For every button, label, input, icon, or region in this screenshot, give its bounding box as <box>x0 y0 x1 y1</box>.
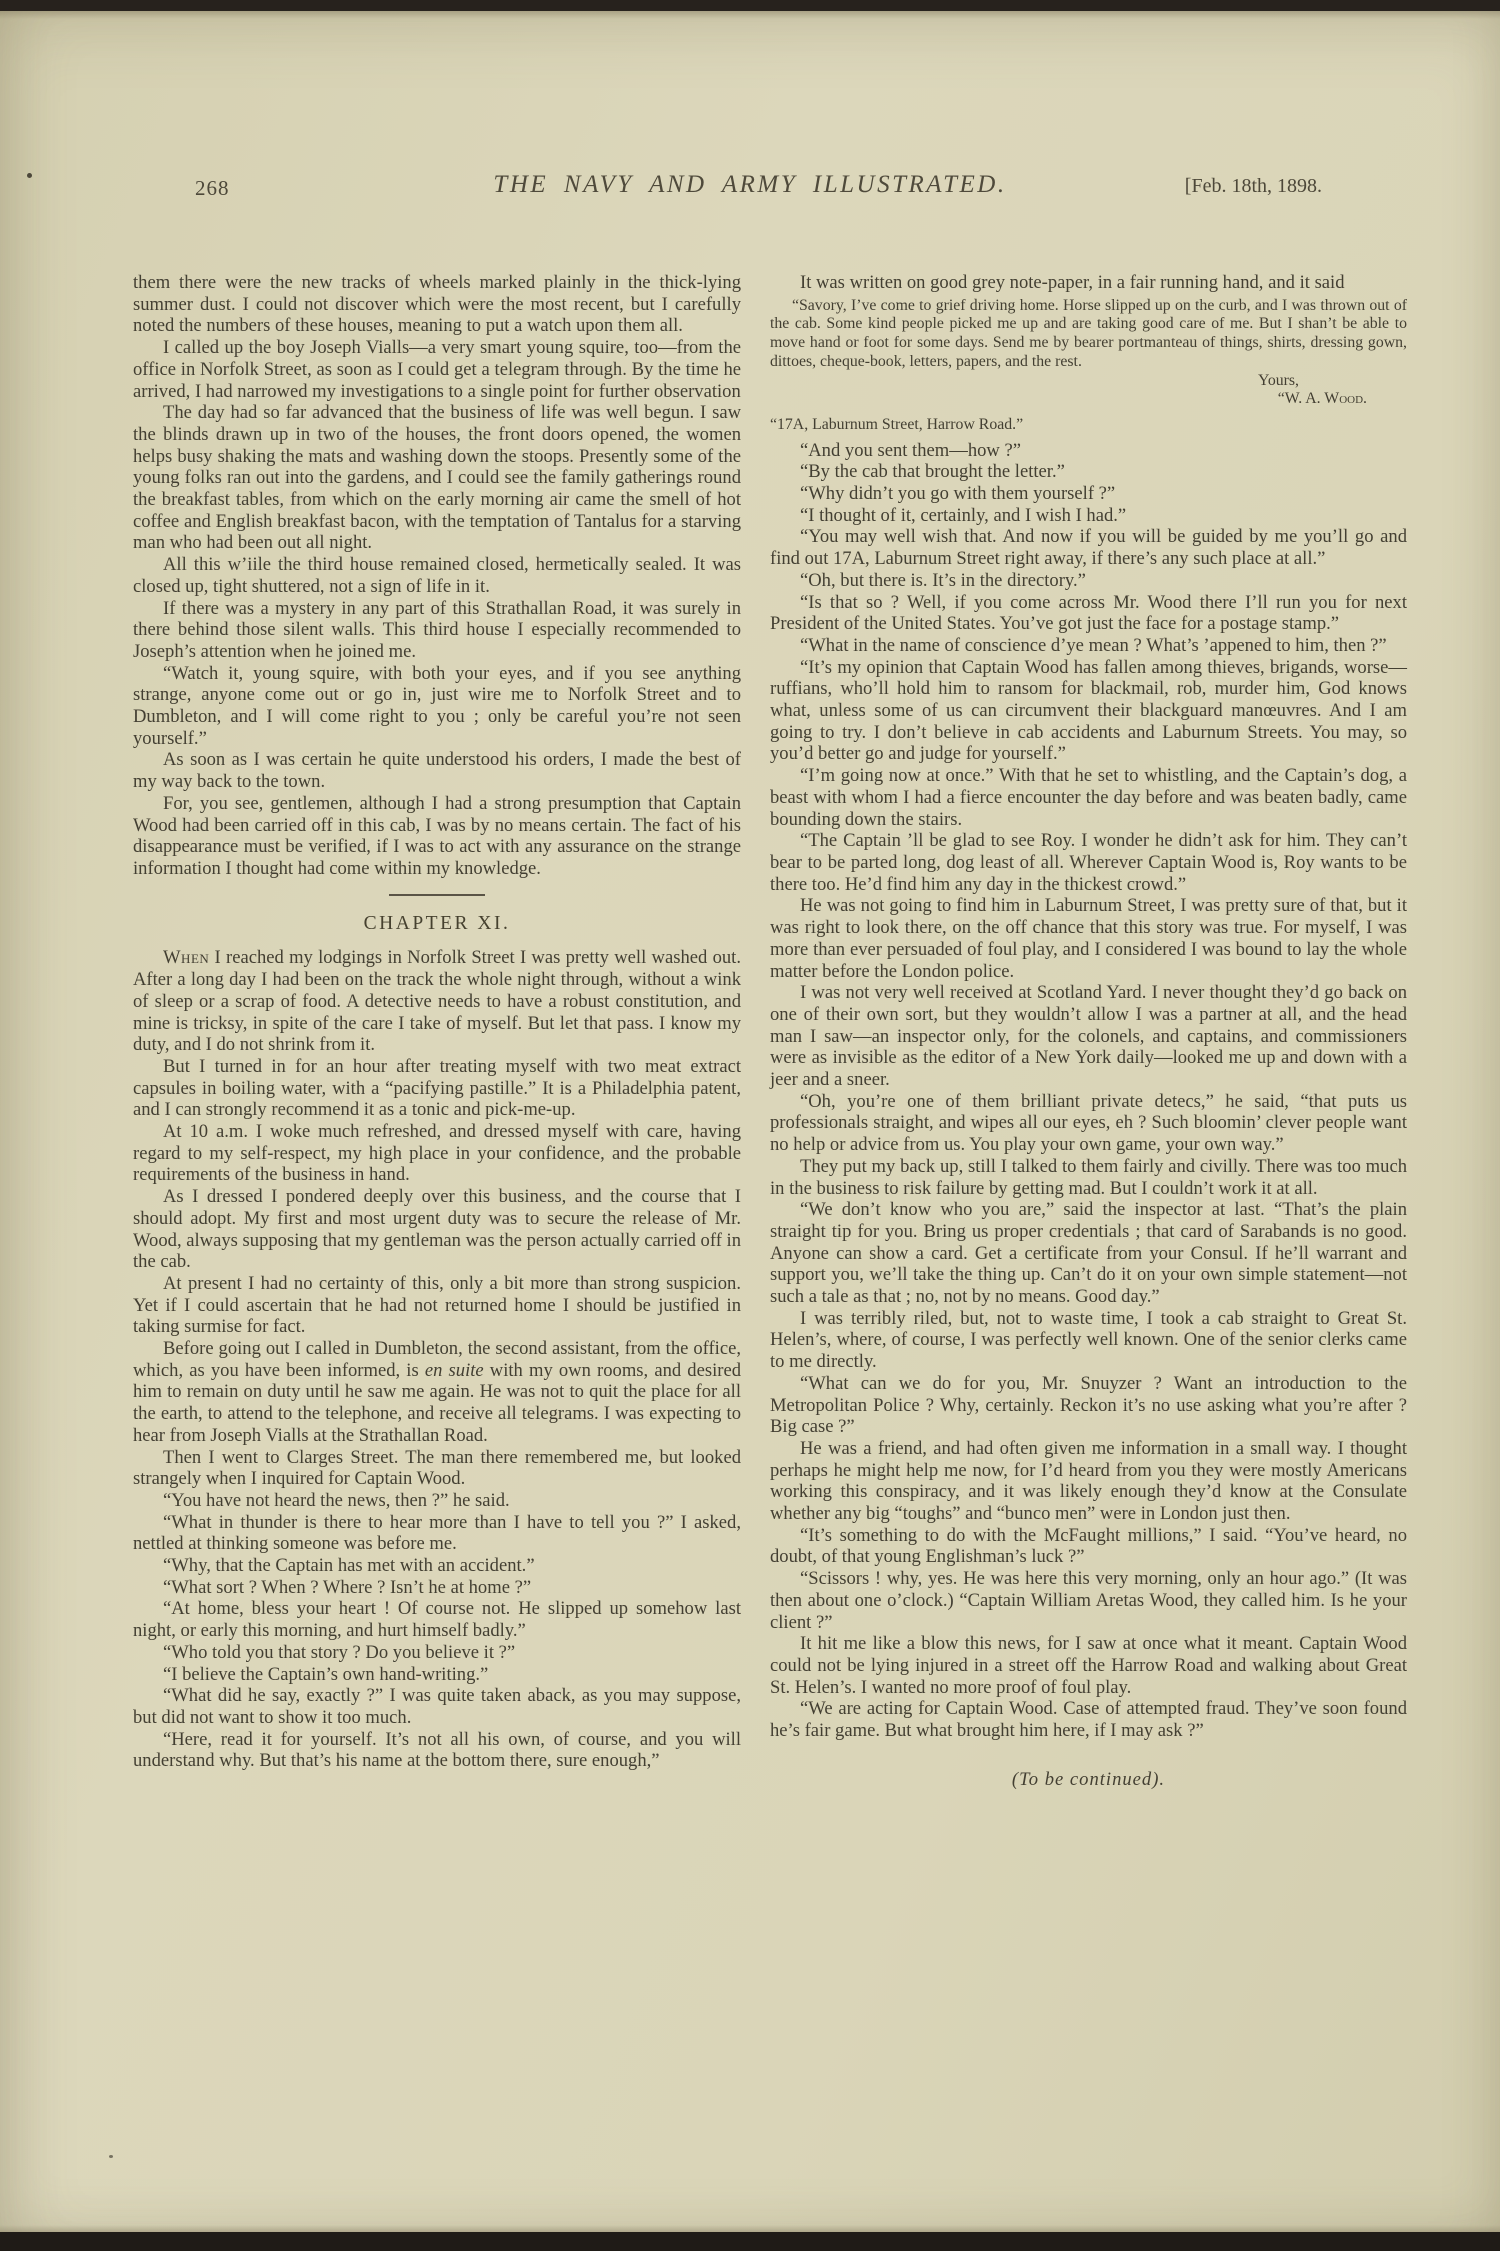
paragraph: Then I went to Clarges Street. The man there remembered me, but looked strangely when I inquired for Captain Wood. <box>133 1446 741 1490</box>
paragraph: “What can we do for you, Mr. Snuyzer ? Want an introduction to the Metropolitan Police ? Why, certainly. Reckon it’s no use asking what you’re after ? Big case ?” <box>770 1372 1407 1438</box>
paragraph: “I believe the Captain’s own hand-writing.” <box>163 1663 489 1685</box>
paragraph: “Why, that the Captain has met with an accident.” <box>163 1555 535 1577</box>
paragraph: All this w’iile the third house remained closed, hermetically sealed. It was closed up, tight shuttered, not a sign of life in it. <box>133 554 741 597</box>
paragraph: He was a friend, and had often given me information in a small way. I thought perhaps he might help me now, for I’d heard from you they were mostly Americans working this conspiracy, and it was likely enough they’d know at the Consulate whether any big “toughs” and “bunco men” were in London just then. <box>770 1437 1407 1525</box>
paragraph: “What sort ? When ? Where ? Isn’t he at home ?” <box>163 1576 532 1598</box>
paragraph: “At home, bless your heart ! Of course not. He slipped up somehow last night, or early this morning, and hurt himself badly.” <box>133 1598 741 1642</box>
paragraph: It hit me like a blow this news, for I saw at once what it meant. Captain Wood could not be lying injured in a street off the Harrow Road and walking about Great St. Helen’s. I wanted no more proof of foul play. <box>770 1633 1407 1698</box>
paragraph: “Oh, but there is. It’s in the directory.” <box>800 569 1086 591</box>
paragraph: As soon as I was certain he quite understood his orders, I made the best of my way back to the town. <box>133 749 741 793</box>
letter-signature: “W. A. Wood. <box>1277 390 1367 408</box>
paragraph: “I’m going now at once.” With that he set to whistling, and the Captain’s dog, a beast with whom I had a fierce encounter the day before and was beaten badly, came bounding down the stairs. <box>770 765 1407 830</box>
paragraph: At present I had no certainty of this, only a bit more than strong suspicion. Yet if I could ascertain that he had not returned home I should be justified in taking surmise for fact. <box>133 1272 741 1338</box>
small-caps-lead-word: When <box>163 947 210 969</box>
paragraph: If there was a mystery in any part of this Strathallan Road, it was surely in there behind those silent walls. This third house I especially recommended to Joseph’s attention when he joined me. <box>133 597 741 662</box>
paragraph: “Here, read it for yourself. It’s not all his own, of course, and you will understand why. But that’s his name at the bottom there, sure enough,” <box>133 1728 741 1772</box>
issue-date: [Feb. 18th, 1898. <box>1184 175 1322 197</box>
paragraph: “By the cab that brought the letter.” <box>800 461 1065 483</box>
paragraph: They put my back up, still I talked to them fairly and civilly. There was too much in the business to risk failure by getting mad. But I couldn’t work it at all. <box>770 1155 1407 1199</box>
page-number: 268 <box>195 176 230 200</box>
paragraph: He was not going to find him in Laburnum Street, I was pretty sure of that, but it was right to look there, on the off chance that this story was true. For myself, I was more than ever persuaded of foul play, and I considered I was bound to lay the whole matter before the London police. <box>770 895 1407 982</box>
paragraph: “We are acting for Captain Wood. Case of attempted fraud. They’ve soon found he’s fair game. But what brought him here, if I may ask ?” <box>770 1698 1407 1742</box>
to-be-continued-note: (To be continued). <box>1011 1768 1166 1790</box>
scan-edge-bottom <box>0 2232 1500 2251</box>
quoted-letter-body: “Savory, I’ve come to grief driving home. Horse slipped up on the curb, and I was thrown out of the cab. Some kind people picked me up and are taking good care of me. But I shan’t be able to move hand or foot for some days. Send me by bearer portmanteau of things, shirts, dressing gown, dittoes, cheque-book, letters, papers, and the rest. <box>770 296 1407 370</box>
paragraph: When I reached my lodgings in Norfolk Street I was pretty well washed out. After a long day I had been on the track the whole night through, without a wink of sleep or a scrap of food. A detective needs to have a robust constitution, and mine is tricksy, in spite of the care I take of myself. But let that pass. I know my duty, and I do not shrink from it. <box>133 947 741 1056</box>
paragraph: At 10 a.m. I woke much refreshed, and dressed myself with care, having regard to my self-respect, my high place in your confidence, and the probable requirements of the business in hand. <box>133 1121 741 1186</box>
paragraph: “You may well wish that. And now if you will be guided by me you’ll go and find out 17A, Laburnum Street right away, if there’s any such place at all.” <box>770 526 1407 570</box>
paragraph: “You have not heard the news, then ?” he said. <box>163 1489 510 1511</box>
ink-speck <box>109 2155 113 2158</box>
paragraph: “Oh, you’re one of them brilliant private detecs,” he said, “that puts us professionals straight, and wipes all our eyes, eh ? Such bloomin’ clever people want no help or advice from us. You play your own game, your own way.” <box>770 1090 1407 1156</box>
masthead-title: THE NAVY AND ARMY ILLUSTRATED. <box>493 171 1007 198</box>
letter-signoff: Yours, <box>1258 371 1299 389</box>
right-text-column <box>770 272 1407 1791</box>
paragraph: “Watch it, young squire, with both your eyes, and if you see anything strange, anyone come out or go in, just wire me to Norfolk Street and to Dumbleton, and I will come right to you ; only be careful you’re not seen yourself.” <box>133 662 741 749</box>
paragraph: “We don’t know who you are,” said the inspector at last. “That’s the plain straight tip for you. Bring us proper credentials ; that card of Sarabands is no good. Anyone can show a card. Get a certificate from your Consul. If he’ll warrant and support you, we’ll take the thing up. Can’t do it on your own simple statement—not such a tale as that ; no, not by no means. Good day.” <box>770 1199 1407 1308</box>
paragraph: For, you see, gentlemen, although I had a strong presumption that Captain Wood had been carried off in this cab, I was by no means certain. The fact of his disappearance must be verified, if I was to act with any assurance on the strange information I thought had come within my knowledge. <box>133 792 741 879</box>
paragraph: “It’s my opinion that Captain Wood has fallen among thieves, brigands, worse—ruffians, who’ll hold him to ransom for blackmail, rob, murder him, God knows what, unless some of us can circumvent their blackguard manœuvres. And I am going to try. I don’t believe in cab accidents and Laburnum Streets. You may, so you’d better go and judge for yourself.” <box>770 656 1407 765</box>
paragraph: “Why didn’t you go with them yourself ?” <box>800 483 1116 505</box>
letter-address: “17A, Laburnum Street, Harrow Road.” <box>770 415 1024 433</box>
paragraph: I was terribly riled, but, not to waste time, I took a cab straight to Great St. Helen’s, where, of course, I was perfectly well known. One of the senior clerks came to me directly. <box>770 1307 1407 1373</box>
scan-edge-top <box>0 0 1500 11</box>
paragraph: “It’s something to do with the McFaught millions,” I said. “You’ve heard, no doubt, of that young Englishman’s luck ?” <box>770 1524 1407 1568</box>
chapter-heading: CHAPTER XI. <box>363 912 511 934</box>
paragraph: “Is that so ? Well, if you come across Mr. Wood there I’ll run you for next President of the United States. You’ve got just the face for a postage stamp.” <box>770 591 1407 635</box>
paragraph: Before going out I called in Dumbleton, the second assistant, from the office, which, as you have been informed, is en suite with my own rooms, and desired him to remain on duty until he saw me again. He was not to quit the place for all the earth, to attend to the telephone, and receive all telegrams. I was expecting to hear from Joseph Vialls at the Strathallan Road. <box>133 1338 741 1446</box>
paragraph: But I turned in for an hour after treating myself with two meat extract capsules in boiling water, with a “pacifying pastille.” It is a Philadelphia patent, and I can strongly recommend it as a tonic and pick-me-up. <box>133 1055 741 1121</box>
paragraph: “What in thunder is there to hear more than I have to tell you ?” I asked, nettled at thinking someone was before me. <box>133 1511 741 1555</box>
paragraph: them there were the new tracks of wheels marked plainly in the thick-lying summer dust. I could not discover which were the most recent, but I carefully noted the numbers of these houses, meaning to put a watch upon them all. <box>133 272 741 337</box>
paragraph: “I thought of it, certainly, and I wish I had.” <box>800 504 1127 526</box>
paragraph: It was written on good grey note-paper, in a fair running hand, and it said <box>800 272 1345 293</box>
paragraph: As I dressed I pondered deeply over this business, and the course that I should adopt. My first and most urgent duty was to secure the release of Mr. Wood, always supposing that my gentleman was the person actually carried off in the cab. <box>133 1186 741 1273</box>
section-divider-rule <box>389 894 485 896</box>
paragraph: “What in the name of conscience d’ye mean ? What’s ’appened to him, then ?” <box>800 634 1387 656</box>
paragraph: “The Captain ’ll be glad to see Roy. I wonder he didn’t ask for him. They can’t bear to be parted long, dog least of all. Wherever Captain Wood is, Roy wants to be there too. He’d find him any day in the thickest crowd.” <box>770 830 1407 895</box>
paragraph: The day had so far advanced that the business of life was well begun. I saw the blinds drawn up in two of the houses, the front doors opened, the women helps busy shaking the mats and washing down the stoops. Presently some of the young folks ran out into the gardens, and I could see the family gatherings round the breakfast tables, from which on the early morning air came the smell of hot coffee and English breakfast bacon, with the temptation of Tantalus for a starving man who had been out all night. <box>133 402 741 554</box>
left-text-column <box>133 272 741 1772</box>
paragraph: “What did he say, exactly ?” I was quite taken aback, as you may suppose, but did not want to show it too much. <box>133 1685 741 1728</box>
paragraph: “And you sent them—how ?” <box>800 439 1022 461</box>
paragraph: I was not very well received at Scotland Yard. I never thought they’d go back on one of their own sort, but they wouldn’t allow I was a partner at all, and the head man I saw—an inspector only, for the colonels, and captains, and commissioners were as invisible as the editor of a New York daily—looked me up and down with a jeer and a sneer. <box>770 982 1407 1091</box>
paragraph: “Scissors ! why, yes. He was here this very morning, only an hour ago.” (It was then about one o’clock.) “Captain William Aretas Wood, they called him. Is he your client ?” <box>770 1568 1407 1633</box>
paragraph: I called up the boy Joseph Vialls—a very smart young squire, too—from the office in Norfolk Street, as soon as I could get a telegram through. By the time he arrived, I had narrowed my investigations to a single point for further observation <box>133 337 741 402</box>
paragraph: “Who told you that story ? Do you believe it ?” <box>163 1641 516 1663</box>
